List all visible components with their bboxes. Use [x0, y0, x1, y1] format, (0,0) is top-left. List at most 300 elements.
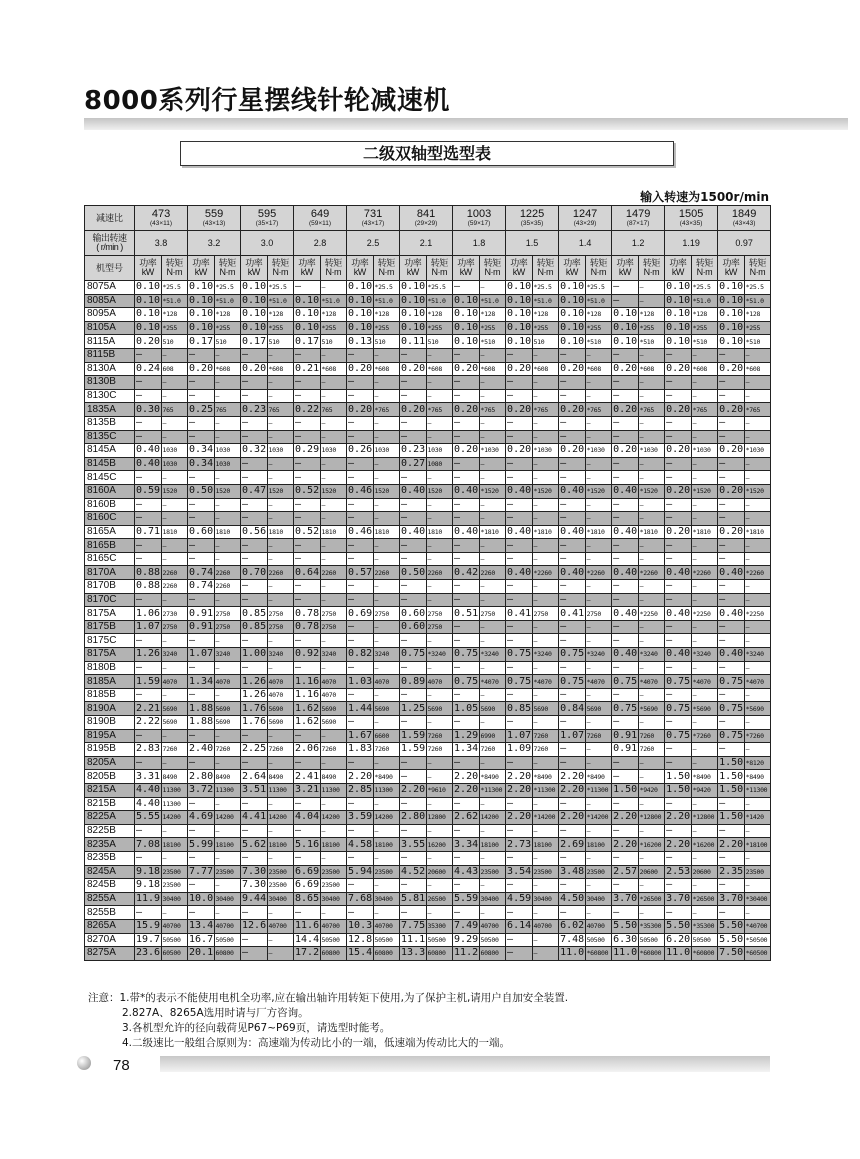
torque-cell: –	[638, 376, 665, 390]
table-row	[85, 865, 771, 879]
power-cell: 2.20	[454, 770, 479, 782]
power-cell: 23.6	[136, 947, 161, 959]
ratio-split: (43×43)	[732, 219, 756, 227]
torque-cell: –	[373, 512, 400, 526]
power-unit: kW	[618, 267, 631, 277]
power-label: 功率	[139, 258, 157, 268]
power-cell: –	[559, 457, 586, 471]
power-cell: 0.75	[666, 729, 691, 741]
power-cell: 0.40	[560, 485, 585, 497]
power-cell: 0.40	[454, 525, 479, 537]
power-cell: 1.76	[242, 702, 267, 714]
torque-cell: 23500	[267, 879, 294, 893]
power-cell: –	[135, 430, 162, 444]
torque-cell: –	[426, 539, 453, 553]
torque-cell: 50500	[691, 933, 718, 947]
model-cell: 8145A	[85, 444, 135, 458]
torque-cell: 5690	[532, 702, 559, 716]
torque-cell: *51.0	[479, 294, 506, 308]
torque-cell: *1810	[585, 525, 612, 539]
table-row	[85, 389, 771, 403]
torque-cell: –	[744, 634, 771, 648]
model-cell: 8205B	[85, 770, 135, 784]
power-cell: 0.46	[348, 485, 373, 497]
power-cell: 0.20	[666, 403, 691, 415]
power-cell: –	[241, 756, 268, 770]
torque-cell: *5690	[638, 702, 665, 716]
torque-cell: –	[426, 688, 453, 702]
model-cell: 8145B	[85, 457, 135, 471]
model-cell: 8115A	[85, 335, 135, 349]
torque-cell: –	[638, 620, 665, 634]
power-cell: 0.52	[295, 485, 320, 497]
table-row	[85, 484, 771, 498]
torque-cell: 60800	[479, 947, 506, 961]
power-cell: 0.20	[613, 444, 638, 456]
power-cell: –	[506, 824, 533, 838]
torque-cell: –	[638, 498, 665, 512]
model-cell: 8095A	[85, 308, 135, 322]
torque-cell: –	[638, 824, 665, 838]
power-cell: –	[506, 620, 533, 634]
torque-cell: –	[585, 580, 612, 594]
table-row	[85, 539, 771, 553]
table-row	[85, 362, 771, 376]
power-cell: 0.46	[348, 525, 373, 537]
torque-cell: –	[161, 906, 188, 920]
torque-cell: –	[320, 281, 347, 295]
torque-cell: *765	[744, 403, 771, 417]
torque-cell: –	[479, 688, 506, 702]
torque-cell: 30400	[585, 892, 612, 906]
torque-cell: 23500	[320, 865, 347, 879]
torque-cell: *30400	[744, 892, 771, 906]
model-cell: 8175C	[85, 634, 135, 648]
power-cell: –	[294, 389, 321, 403]
power-cell: 7.49	[454, 920, 479, 932]
torque-cell: 7260	[638, 729, 665, 743]
power-cell: 0.20	[507, 444, 532, 456]
power-label: 功率	[245, 258, 263, 268]
torque-cell: –	[320, 797, 347, 811]
table-row	[85, 906, 771, 920]
power-cell: 0.20	[454, 362, 479, 374]
power-cell: 5.50	[613, 920, 638, 932]
torque-cell: –	[638, 906, 665, 920]
torque-cell: 20600	[691, 865, 718, 879]
torque-cell: –	[161, 729, 188, 743]
torque-header	[744, 256, 771, 281]
power-cell: 0.91	[613, 743, 638, 755]
torque-cell: –	[479, 552, 506, 566]
torque-cell: *765	[373, 403, 400, 417]
model-cell: 8190A	[85, 702, 135, 716]
torque-cell: 6600	[373, 729, 400, 743]
power-cell: 0.75	[613, 675, 638, 687]
power-cell: –	[241, 824, 268, 838]
power-cell: 0.10	[136, 294, 161, 306]
power-cell: –	[294, 416, 321, 430]
power-cell: –	[665, 716, 692, 730]
torque-cell: –	[320, 376, 347, 390]
power-cell: –	[400, 716, 427, 730]
model-cell: 8170A	[85, 566, 135, 580]
torque-cell: 50500	[373, 933, 400, 947]
torque-cell: *608	[373, 362, 400, 376]
power-cell: 0.20	[560, 362, 585, 374]
torque-cell: 3240	[373, 648, 400, 662]
torque-cell: 510	[267, 335, 294, 349]
power-cell: 0.20	[507, 362, 532, 374]
power-cell: –	[347, 661, 374, 675]
power-cell: –	[612, 512, 639, 526]
torque-cell: –	[532, 430, 559, 444]
power-cell: 2.22	[136, 716, 161, 728]
torque-cell: 510	[214, 335, 241, 349]
power-cell: 0.20	[507, 403, 532, 415]
torque-cell: 4070	[320, 688, 347, 702]
table-row	[85, 783, 771, 797]
power-cell: –	[347, 376, 374, 390]
torque-cell: *18100	[744, 838, 771, 852]
power-cell: –	[665, 879, 692, 893]
power-cell: 0.40	[401, 525, 426, 537]
power-cell: –	[188, 512, 215, 526]
power-cell: –	[294, 824, 321, 838]
table-row	[85, 348, 771, 362]
power-cell: –	[294, 593, 321, 607]
power-cell: –	[612, 471, 639, 485]
torque-cell: –	[585, 457, 612, 471]
torque-cell: –	[161, 348, 188, 362]
torque-cell: *128	[638, 308, 665, 322]
power-cell: –	[188, 661, 215, 675]
power-cell: 3.21	[295, 784, 320, 796]
power-cell: 0.41	[560, 607, 585, 619]
power-cell: –	[559, 634, 586, 648]
power-cell: 0.42	[454, 566, 479, 578]
torque-cell: –	[691, 716, 718, 730]
power-cell: –	[400, 376, 427, 390]
torque-cell: –	[585, 906, 612, 920]
speed-label: 输出转速	[92, 233, 127, 243]
power-cell: –	[506, 797, 533, 811]
ratio-cell	[559, 206, 612, 231]
power-cell: –	[347, 580, 374, 594]
torque-cell: –	[426, 716, 453, 730]
power-cell: –	[718, 512, 745, 526]
power-cell: 1.07	[136, 621, 161, 633]
ratio-split: (43×13)	[202, 219, 226, 227]
torque-cell: *8120	[744, 756, 771, 770]
torque-cell: *8490	[744, 770, 771, 784]
power-cell: 3.51	[242, 784, 267, 796]
power-cell: 1.06	[136, 607, 161, 619]
power-cell: 0.10	[189, 281, 214, 293]
power-cell: 0.40	[401, 485, 426, 497]
torque-cell: *2260	[532, 566, 559, 580]
power-cell: 6.30	[613, 933, 638, 945]
power-cell: –	[718, 634, 745, 648]
power-cell: 0.10	[719, 294, 744, 306]
power-cell: –	[665, 593, 692, 607]
torque-cell: –	[638, 281, 665, 295]
torque-cell: *5690	[744, 702, 771, 716]
torque-cell: –	[373, 688, 400, 702]
power-cell: 0.10	[560, 308, 585, 320]
power-cell: –	[612, 498, 639, 512]
torque-cell: *16200	[691, 838, 718, 852]
notes	[88, 991, 568, 1051]
power-cell: 0.25	[189, 403, 214, 415]
power-cell: 0.10	[348, 308, 373, 320]
power-header	[506, 256, 533, 281]
power-cell: –	[241, 552, 268, 566]
power-cell: 0.85	[507, 702, 532, 714]
power-cell: –	[347, 716, 374, 730]
torque-cell: –	[426, 430, 453, 444]
power-cell: 19.7	[136, 933, 161, 945]
torque-cell: –	[744, 552, 771, 566]
power-cell: 0.40	[719, 566, 744, 578]
torque-cell: –	[479, 457, 506, 471]
torque-cell: *50500	[744, 933, 771, 947]
power-cell: –	[506, 661, 533, 675]
torque-cell: 2750	[532, 607, 559, 621]
torque-cell: *35300	[691, 919, 718, 933]
power-cell: –	[612, 661, 639, 675]
torque-cell: *1030	[479, 444, 506, 458]
power-cell: 4.40	[136, 797, 161, 809]
table-row	[85, 403, 771, 417]
power-cell: 0.10	[613, 308, 638, 320]
torque-cell: *608	[585, 362, 612, 376]
power-cell: –	[294, 376, 321, 390]
torque-cell: –	[320, 729, 347, 743]
torque-cell: 3240	[320, 648, 347, 662]
model-cell: 8165A	[85, 525, 135, 539]
torque-cell: 1030	[426, 444, 453, 458]
model-cell: 8130C	[85, 389, 135, 403]
power-cell: 0.75	[666, 675, 691, 687]
torque-cell: –	[532, 552, 559, 566]
power-cell: –	[188, 729, 215, 743]
power-cell: –	[453, 539, 480, 553]
torque-cell: *255	[638, 321, 665, 335]
power-cell: –	[665, 580, 692, 594]
power-cell: 0.75	[719, 675, 744, 687]
torque-cell: *510	[638, 335, 665, 349]
model-cell: 8105A	[85, 321, 135, 335]
power-cell: 0.20	[348, 362, 373, 374]
power-cell: 0.10	[295, 308, 320, 320]
torque-cell: 608	[161, 362, 188, 376]
torque-cell: *2260	[744, 566, 771, 580]
power-cell: 0.10	[295, 294, 320, 306]
torque-cell: *4070	[691, 675, 718, 689]
power-cell: –	[506, 580, 533, 594]
torque-cell: –	[638, 851, 665, 865]
power-cell: 0.60	[401, 607, 426, 619]
power-cell: –	[135, 661, 162, 675]
table-row	[85, 770, 771, 784]
torque-cell: –	[479, 756, 506, 770]
power-cell: –	[188, 797, 215, 811]
torque-cell: 4070	[373, 675, 400, 689]
power-cell: –	[400, 471, 427, 485]
speed-value: 2.1	[400, 231, 453, 256]
torque-cell: –	[214, 498, 241, 512]
torque-cell: *4070	[532, 675, 559, 689]
power-cell: –	[188, 539, 215, 553]
power-cell: –	[612, 580, 639, 594]
torque-cell: –	[214, 512, 241, 526]
model-cell: 8130A	[85, 362, 135, 376]
power-cell: –	[612, 348, 639, 362]
power-cell: 0.85	[242, 621, 267, 633]
torque-cell: 1030	[373, 444, 400, 458]
torque-cell: –	[691, 688, 718, 702]
power-cell: –	[453, 851, 480, 865]
torque-cell: –	[214, 348, 241, 362]
power-cell: 0.57	[348, 566, 373, 578]
power-cell: –	[718, 851, 745, 865]
torque-cell: *1520	[585, 484, 612, 498]
title-rule	[84, 118, 848, 130]
torque-cell: 5690	[426, 702, 453, 716]
torque-cell: –	[161, 552, 188, 566]
torque-cell: –	[479, 620, 506, 634]
power-cell: 2.62	[454, 811, 479, 823]
torque-cell: 23500	[161, 879, 188, 893]
torque-cell: –	[532, 593, 559, 607]
torque-unit: N·m	[696, 267, 713, 277]
power-cell: –	[559, 498, 586, 512]
power-cell: –	[347, 348, 374, 362]
torque-cell: 40700	[267, 919, 294, 933]
power-cell: 0.11	[401, 335, 426, 347]
model-cell: 8185B	[85, 688, 135, 702]
power-cell: –	[453, 281, 480, 295]
power-cell: –	[559, 756, 586, 770]
power-header	[718, 256, 745, 281]
torque-cell: *765	[532, 403, 559, 417]
power-cell: –	[665, 539, 692, 553]
model-cell: 8115B	[85, 348, 135, 362]
torque-cell: *4070	[585, 675, 612, 689]
model-cell: 8215B	[85, 797, 135, 811]
torque-cell: *765	[638, 403, 665, 417]
power-cell: 0.22	[295, 403, 320, 415]
torque-cell: –	[585, 620, 612, 634]
torque-cell: 7260	[320, 743, 347, 757]
torque-cell: –	[426, 471, 453, 485]
torque-cell: 11300	[267, 783, 294, 797]
torque-cell: *765	[426, 403, 453, 417]
torque-cell: –	[744, 620, 771, 634]
power-cell: 5.81	[401, 893, 426, 905]
torque-cell: *25.5	[373, 281, 400, 295]
power-cell: 2.20	[560, 784, 585, 796]
power-cell: –	[135, 756, 162, 770]
power-cell: –	[506, 552, 533, 566]
power-cell: 1.59	[401, 729, 426, 741]
torque-cell: –	[373, 620, 400, 634]
torque-cell: –	[426, 498, 453, 512]
torque-cell: 3240	[267, 648, 294, 662]
power-cell: –	[506, 539, 533, 553]
torque-cell: –	[373, 661, 400, 675]
power-cell: –	[294, 661, 321, 675]
torque-cell: 23500	[267, 865, 294, 879]
power-cell: 13.3	[401, 947, 426, 959]
power-cell: 10.3	[348, 920, 373, 932]
torque-cell: *1520	[479, 484, 506, 498]
torque-cell: *8490	[373, 770, 400, 784]
table-row	[85, 294, 771, 308]
torque-header	[479, 256, 506, 281]
power-cell: –	[665, 824, 692, 838]
power-cell: 3.70	[613, 893, 638, 905]
power-cell: 11.2	[454, 947, 479, 959]
torque-cell: –	[585, 797, 612, 811]
power-cell: 2.20	[454, 784, 479, 796]
power-cell: 5.50	[719, 920, 744, 932]
power-cell: –	[453, 797, 480, 811]
power-cell: –	[559, 471, 586, 485]
ratio-split: (29×29)	[414, 219, 438, 227]
model-cell: 8135B	[85, 416, 135, 430]
power-header	[188, 256, 215, 281]
ratio-value: 1225	[519, 207, 545, 220]
torque-cell: *9420	[691, 783, 718, 797]
torque-cell: 16200	[426, 838, 453, 852]
power-cell: 0.10	[666, 322, 691, 334]
torque-cell: –	[691, 512, 718, 526]
power-cell: –	[453, 471, 480, 485]
torque-cell: 2750	[479, 607, 506, 621]
power-cell: –	[135, 593, 162, 607]
power-cell: 1.05	[454, 702, 479, 714]
power-cell: 2.83	[136, 743, 161, 755]
power-unit: kW	[194, 267, 207, 277]
power-cell: 3.34	[454, 838, 479, 850]
torque-cell: 14200	[267, 811, 294, 825]
power-cell: 2.20	[666, 811, 691, 823]
power-cell: –	[135, 729, 162, 743]
power-cell: –	[188, 416, 215, 430]
power-cell: 1.76	[242, 716, 267, 728]
torque-cell: –	[373, 416, 400, 430]
torque-cell: 4070	[320, 675, 347, 689]
torque-cell: –	[744, 512, 771, 526]
torque-cell: *51.0	[691, 294, 718, 308]
torque-cell: *608	[479, 362, 506, 376]
table-row	[85, 947, 771, 961]
torque-cell: –	[585, 348, 612, 362]
power-cell: 1.07	[560, 729, 585, 741]
power-cell: 0.41	[507, 607, 532, 619]
torque-cell: –	[214, 797, 241, 811]
power-cell: –	[294, 729, 321, 743]
torque-cell: 7260	[161, 743, 188, 757]
page-title: 8000系列行星摆线针轮减速机	[84, 86, 450, 116]
power-cell: –	[400, 498, 427, 512]
table-row	[85, 580, 771, 594]
power-cell: 4.41	[242, 811, 267, 823]
torque-cell: *128	[691, 308, 718, 322]
torque-cell: –	[691, 906, 718, 920]
